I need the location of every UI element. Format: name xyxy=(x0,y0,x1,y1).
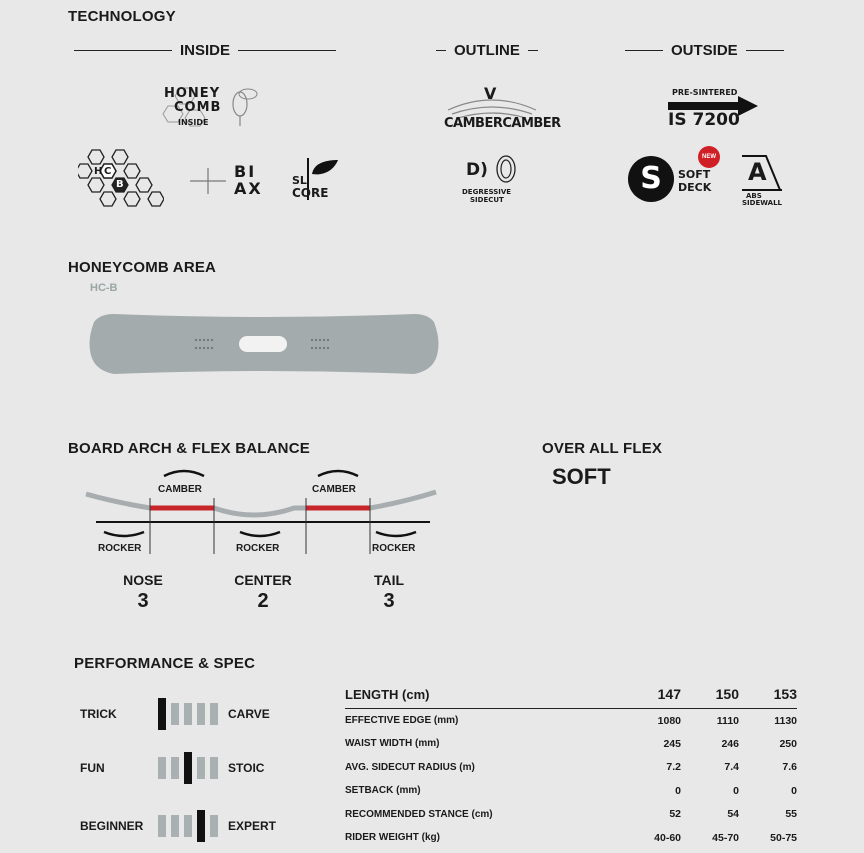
spec-cell: 45-70 xyxy=(712,831,739,844)
perf-scale xyxy=(158,752,218,784)
perf-left-label: FUN xyxy=(80,761,105,775)
table-row xyxy=(345,803,797,827)
camber-label-tail: CAMBER xyxy=(312,484,356,495)
sidecut-text-line2: SIDECUT xyxy=(470,196,504,204)
table-row xyxy=(345,779,797,803)
perf-row-fun-stoic xyxy=(80,753,320,783)
spec-cell: 52 xyxy=(669,808,681,821)
technology-title: TECHNOLOGY xyxy=(68,8,176,25)
perf-left-label: BEGINNER xyxy=(80,819,144,833)
spec-cell: 1130 xyxy=(774,714,797,727)
hcb-letter-h: H xyxy=(94,166,103,177)
spec-cell: 54 xyxy=(727,808,739,821)
camber-camber-logo xyxy=(444,84,561,136)
honeycomb-logo-line1: HONEY xyxy=(164,86,221,101)
outside-heading xyxy=(625,42,784,59)
hcb-letter-c: C xyxy=(104,166,112,177)
spec-size-153: 153 xyxy=(739,684,797,709)
spec-table xyxy=(345,684,797,850)
perf-left-label: TRICK xyxy=(80,707,117,721)
camber-camber-text: CAMBERCAMBER xyxy=(444,116,561,131)
spec-row-label: RIDER WEIGHT (kg) xyxy=(345,832,440,844)
spec-cell: 7.6 xyxy=(782,761,797,774)
performance-title: PERFORMANCE & SPEC xyxy=(74,655,256,672)
presintered-text: PRE-SINTERED xyxy=(672,88,738,97)
outline-heading xyxy=(436,42,538,59)
spec-row-label: EFFECTIVE EDGE (mm) xyxy=(345,715,459,726)
slcore-line2: CORE xyxy=(292,186,329,200)
perf-row-beginner-expert xyxy=(80,811,320,841)
soft-deck-circle: S xyxy=(628,156,674,202)
perf-scale xyxy=(158,698,218,730)
hcb-hex-logo xyxy=(78,148,164,212)
slcore-line1: SL xyxy=(292,174,307,187)
is7200-text: IS 7200 xyxy=(668,110,740,130)
abs-text-line1: ABS xyxy=(746,192,762,200)
soft-deck-line2: DECK xyxy=(678,181,712,194)
table-row xyxy=(345,709,797,733)
rocker-label-nose: ROCKER xyxy=(98,543,142,554)
spec-size-147: 147 xyxy=(623,684,681,709)
biax-line1: BI xyxy=(234,162,257,181)
honeycomb-zone xyxy=(239,336,287,352)
soft-deck-line1: SOFT xyxy=(678,168,711,181)
perf-scale xyxy=(158,810,218,842)
sl-core-logo xyxy=(292,156,344,202)
zone-tail-label: TAIL xyxy=(373,572,405,588)
degressive-sidecut-logo xyxy=(462,152,522,208)
honeycomb-area-subtitle: HC-B xyxy=(90,282,118,294)
honeycomb-logo-line2: COMB xyxy=(174,100,222,115)
arch-title: BOARD ARCH & FLEX BALANCE xyxy=(68,440,310,457)
sidecut-icon xyxy=(494,154,518,184)
spec-row-label: RECOMMENDED STANCE (cm) xyxy=(345,808,493,820)
hcb-letter-b: B xyxy=(116,179,124,190)
biax-logo xyxy=(190,162,266,198)
perf-right-label: EXPERT xyxy=(228,819,277,833)
spec-cell: 50-75 xyxy=(770,831,797,844)
new-badge: NEW xyxy=(698,146,720,168)
perf-row-trick-carve xyxy=(80,699,320,729)
spec-header-row xyxy=(345,684,797,709)
inside-heading-label: INSIDE xyxy=(180,42,231,59)
abs-a-letter: A xyxy=(748,158,767,186)
camber-v-letter: V xyxy=(484,84,497,103)
spec-row-label: WAIST WIDTH (mm) xyxy=(345,738,440,750)
spec-cell: 0 xyxy=(733,784,739,797)
spec-cell: 1110 xyxy=(716,714,739,727)
zone-center-label: CENTER xyxy=(234,572,292,588)
spec-cell: 245 xyxy=(663,737,681,750)
table-row xyxy=(345,732,797,756)
spec-cell: 7.2 xyxy=(666,761,681,774)
zone-tail-value: 3 xyxy=(383,590,395,612)
zone-nose-value: 3 xyxy=(137,590,149,612)
spec-header-label: LENGTH (cm) xyxy=(345,684,623,709)
sidecut-text-line1: DEGRESSIVE xyxy=(462,188,512,196)
outside-heading-label: OUTSIDE xyxy=(671,42,738,59)
honeycomb-inside-logo xyxy=(160,82,260,142)
spec-cell: 55 xyxy=(785,808,797,821)
cross-icon xyxy=(190,162,230,198)
honeycomb-logo-line3: INSIDE xyxy=(178,118,209,127)
spec-cell: 40-60 xyxy=(654,831,681,844)
overall-flex-value: SOFT xyxy=(552,464,611,489)
spec-cell: 1080 xyxy=(657,714,681,727)
abs-text-line2: SIDEWALL xyxy=(742,199,782,207)
camber-label-nose: CAMBER xyxy=(158,484,202,495)
perf-right-label: STOIC xyxy=(228,761,265,775)
abs-sidewall-logo xyxy=(740,154,788,208)
table-row xyxy=(345,826,797,850)
spec-size-150: 150 xyxy=(681,684,739,709)
spec-cell: 246 xyxy=(721,737,739,750)
honeycomb-area-title: HONEYCOMB AREA xyxy=(68,259,217,276)
spec-cell: 0 xyxy=(675,784,681,797)
spec-row-label: SETBACK (mm) xyxy=(345,785,421,797)
inside-heading xyxy=(74,42,336,59)
outline-heading-label: OUTLINE xyxy=(454,42,520,59)
rocker-label-center: ROCKER xyxy=(236,543,280,554)
is7200-logo xyxy=(668,88,760,132)
zone-center-value: 2 xyxy=(257,590,269,612)
biax-line2: AX xyxy=(234,179,263,198)
overall-flex-title: OVER ALL FLEX xyxy=(542,440,663,457)
soft-deck-logo xyxy=(628,146,724,204)
snowboard-outline xyxy=(84,308,444,380)
spec-cell: 250 xyxy=(779,737,797,750)
sidecut-d-letter: D) xyxy=(466,160,488,180)
rocker-label-tail: ROCKER xyxy=(372,543,416,554)
table-row xyxy=(345,756,797,780)
zone-nose-label: NOSE xyxy=(123,572,163,588)
perf-right-label: CARVE xyxy=(228,707,270,721)
spec-cell: 7.4 xyxy=(724,761,739,774)
spec-row-label: AVG. SIDECUT RADIUS (m) xyxy=(345,761,475,773)
spec-cell: 0 xyxy=(791,784,797,797)
